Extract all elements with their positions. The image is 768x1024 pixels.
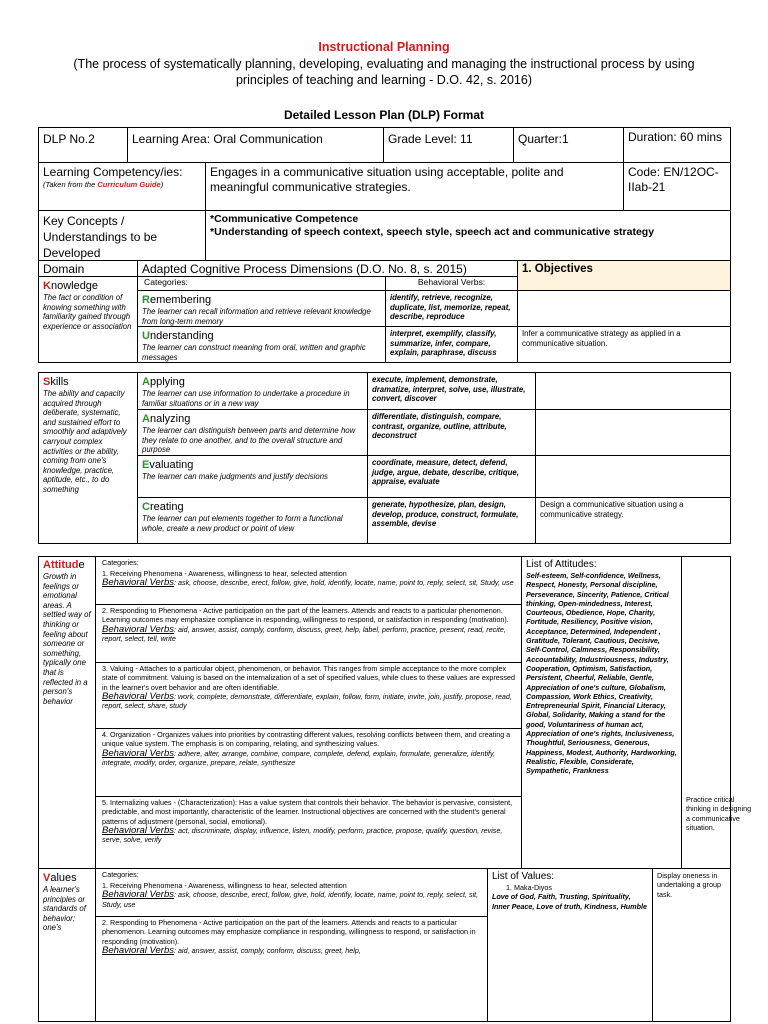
knowledge-domain: Knowledge The fact or condition of knowing something with familiarity gained through experience or association [39,276,137,362]
duration: Duration: 60 mins [623,128,730,162]
learning-area: Learning Area: Oral Communication [127,128,383,162]
values-categories: Categories: 1. Receiving Phenomena - Awareness, willingness to hear, selected attention Behavioral Verbs: ask, choose, describe, erect, follow, give, hold, identify, locate, name, point to, reply, select, sit, Study, use 2. Responding to Phenomena - Active participation on the part of the learners. Attends and reacts to a particular phenomenon. Learning outcomes may emphasize compliance in responding, willingness to respond, or satisfaction in responding (motivation). Behavioral Verbs: aid, answer, assist, comply, conform, discuss, greet, help, [95,868,487,1021]
understanding-cell: Understanding The learner can construct meaning from oral, written and graphic messages [137,326,385,362]
key-concepts-content [205,210,730,260]
skills-table [38,372,731,544]
values-desc: A learner's principles or standards of behavior; one's [43,885,86,933]
evaluating-objective [535,455,730,497]
key-concept-1: *Communicative Competence [210,213,359,225]
remembering-verbs: identify, retrieve, recognize, duplicate, list, memorize, repeat, describe, reproduce [385,290,517,326]
attitude-objective-col [681,557,752,868]
key-concepts-label: Key Concepts / Understandings to be Developed [39,210,205,260]
applying-verbs: execute, implement, demonstrate, dramatize, interpret, solve, use, illustrate, convert, discover [367,373,535,409]
competency-note: (Taken from the Curriculum Guide) [43,180,164,189]
understanding-objective: Infer a communicative strategy as applied in a communicative situation. [517,326,730,362]
key-concept-2: *Understanding of speech context, speech style, speech act and communicative strategy [210,226,655,238]
attitude-cat-4: 4. Organization - Organizes values into priorities by contrasting different values, resolving conflicts between them, and creating a unique value system. The emphasis is on comparing, relating, and synthesizing values. Behavioral Verbs: adhere, alter, arrange, combine, compare, complete, defend, explain, formulate, generalize, identify, integrate, modify, order, organize, prepare, relate, synthesize [96,728,522,796]
attitude-categories: Categories: 1. Receiving Phenomena - Awareness, willingness to hear, selected attention Behavioral Verbs: ask, choose, describe, erect, follow, give, hold, identify, locate, name, point to, reply, select, sit, Study, use 2. Responding to Phenomena - Active participation on the part of the learners. Attends and reacts to a particular phenomenon. Learning outcomes may emphasize compliance in responding, willingness to respond, or satisfaction in responding (motivation). Behavioral Verbs: aid, answer, assist, comply, conform, discuss, greet, help, label, perform, practice, present, read, recite, report, select, tell, write 3. Valuing - Attaches to a particular object, phenomenon, or behavior. This ranges from simple acceptance to the more complex state of commitment. Valuing is based on the internalization of a set of specified values, while clues to these values are expressed in the learner's overt behavior and are often identifiable. Behavioral Verbs: work, complete, demonstrate, differentiate, explain, follow, form, initiate, invite, join, justify, propose, read, report, select, share, study 4. Organization - Organizes values into priorities by contrasting different values, resolving conflicts between them, and creating a unique value system. The emphasis is on comparing, relating, and synthesizing values. Behavioral Verbs: adhere, alter, arrange, combine, compare, complete, defend, explain, formulate, generalize, identify, integrate, modify, order, organize, prepare, relate, synthesize 5. Internalizing values - (Characterization): Has a value system that controls their behavior. The behavior is pervasive, consistent, predictable, and most importantly, characteristic of the learner. Instructional objectives are concerned with the student's general patterns of adjustment (personal, social, emotional). Behavioral Verbs: act, discriminate, display, influence, listen, modify, perform, practice, propose, qualify, question, revise, serve, solve, verify [95,557,521,868]
competency-text: Engages in a communicative situation using acceptable, polite and meaningful communicative strategies. [205,162,623,210]
lesson-plan-table [38,127,731,363]
attitude-values-table [38,556,752,1022]
values-cat-1: 1. Receiving Phenomena - Awareness, willingness to hear, selected attention Behavioral Verbs: ask, choose, describe, erect, follow, give, hold, identify, locate, name, point to, reply, select, sit, Study, use [102,881,479,909]
dlp-number: DLP No.2 [43,132,95,146]
values-domain: Values A learner's principles or standards of behavior; one's [39,868,95,1021]
grade-level: Grade Level: 11 [383,128,513,162]
analyzing-objective [535,409,730,455]
attitude-cat-1: 1. Receiving Phenomena - Awareness, willingness to hear, selected attention Behavioral Verbs: ask, choose, describe, erect, follow, give, hold, identify, locate, name, point to, reply, select, sit, Study, use [102,569,514,589]
evaluating-verbs: coordinate, measure, detect, defend, judge, argue, debate, describe, critique, appraise, evaluate [367,455,535,497]
values-list: List of Values: 1. Maka-Diyos Love of God, Faith, Trusting, Spirituality, Inner Peace, Love of truth, Kindness, Humble [487,868,652,1021]
creating-verbs: generate, hypothesize, plan, design, develop, produce, construct, formulate, assemble, devise [367,497,535,543]
curriculum-guide-link: Curriculum Guide [97,180,161,189]
applying-cell: Applying The learner can use information to undertake a procedure in familiar situations or in a new way [137,373,367,409]
remembering-cell: Remembering The learner can recall information and retrieve relevant knowledge from long-term memory [137,290,385,326]
competency-label: Learning Competency/ies: [43,165,183,179]
understanding-verbs: interpret, exemplify, classify, summarize, infer, compare, explain, paraphrase, discuss [385,326,517,362]
page-subtitle: (The process of systematically planning, developing, evaluating and managing the instructional process by using principles of teaching and learning - D.O. 42, s. 2016) [73,57,695,87]
page-title: Instructional Planning [318,40,450,54]
attitude-cat-5: 5. Internalizing values - (Characterization): Has a value system that controls their behavior. The behavior is pervasive, consistent, predictable, and most importantly, characteristic of the learner. Instructional objectives are concerned with the student's general patterns of adjustment (personal, social, emotional). Behavioral Verbs: act, discriminate, display, influence, listen, modify, perform, practice, propose, qualify, question, revise, serve, solve, verify [96,796,522,868]
categories-header: Categories: [137,276,385,290]
attitude-objective: Practice critical thinking in designing a communicative situation. [686,795,752,832]
analyzing-verbs: differentiate, distinguish, compare, contrast, organize, outline, attribute, deconstruct [367,409,535,455]
attitude-cat-2: 2. Responding to Phenomena - Active participation on the part of the learners. Attends and reacts to a particular phenomenon. Learning outcomes may emphasize compliance in responding, willingness to respond, or satisfaction in responding (motivation). Behavioral Verbs: aid, answer, assist, comply, conform, discuss, greet, help, label, perform, practice, present, read, recite, report, select, tell, write [96,604,522,662]
adapted-dimensions-header: Adapted Cognitive Process Dimensions (D.O. No. 8, s. 2015) [137,260,517,276]
competency-label-cell [39,162,205,210]
creating-objective: Design a communicative situation using a communicative strategy. [535,497,730,543]
competency-code: Code: EN/12OC-IIab-21 [623,162,730,210]
behavioral-verbs-header: Behavioral Verbs: [385,276,517,290]
analyzing-cell: Analyzing The learner can distinguish between parts and determine how they relate to one another, and to the overall structure and purpose [137,409,367,455]
values-cat-2: 2. Responding to Phenomena - Active participation on the part of the learners. Attends and reacts to a particular phenomenon. Learning outcomes may emphasize compliance in responding, willingness to respond, or satisfaction in responding (motivation). Behavioral Verbs: aid, answer, assist, comply, conform, discuss, greet, help, [96,916,488,1022]
format-title: Detailed Lesson Plan (DLP) Format [283,108,485,122]
quarter: Quarter:1 [513,128,623,162]
domain-header: Domain [39,260,137,276]
attitude-desc: Growth in feelings or emotional areas. A settled way of thinking or feeling about someone or something, typically one that is reflected in a person's behavior [43,572,91,706]
objectives-header: 1. Objectives [517,260,730,290]
skills-domain: Skills The ability and capacity acquired through deliberate, systematic, and sustained effort to smoothly and adaptively carryout complex activities or the ability, coming from one's knowledge, practice, aptitude, etc., to do something [39,373,137,543]
applying-objective [535,373,730,409]
skills-desc: The ability and capacity acquired through deliberate, systematic, and sustained effort to smoothly and adaptively carryout complex activities or the ability, coming from one's knowledge, practice, aptitude, etc., to do something [43,389,127,494]
evaluating-cell: Evaluating The learner can make judgments and justify decisions [137,455,367,497]
attitudes-list: List of Attitudes: Self-esteem, Self-confidence, Wellness, Respect, Honesty, Personal discipline, Perseverance, Sincerity, Patience, Critical thinking, Open-mindedness, Interest, Courteous, Obedience, Hope, Charity, Fortitude, Resiliency, Positive vision, Acceptance, Determined, Independent , Gratitude, Tolerant, Cautious, Decisive, Self-Control, Calmness, Responsibility, Accountability, Industriousness, Industry, Cooperation, Optimism, Satisfaction, Persistent, Cheerful, Reliable, Gentle, Appreciation of one's culture, Globalism, Compassion, Work Ethics, Creativity, Entrepreneurial Spirit, Financial Literacy, Global, Solidarity, Making a stand for the good, Voluntariness of human act, Appreciation of one's rights, Inclusiveness, Thoughtful, Seriousness, Generous, Happiness, Modest, Authority, Hardworking, Realistic, Flexible, Considerate, Sympathetic, Frankness [521,557,681,868]
knowledge-desc: The fact or condition of knowing something with familiarity gained through experience or association [43,293,132,331]
attitude-cat-3: 3. Valuing - Attaches to a particular object, phenomenon, or behavior. This ranges from simple acceptance to the more complex state of commitment. Valuing is based on the internalization of a set of specified values, while clues to these values are expressed in the learner's overt behavior and are often identifiable. Behavioral Verbs: work, complete, demonstrate, differentiate, explain, follow, form, initiate, invite, join, justify, propose, read, report, select, share, study [96,662,522,728]
attitude-domain: Attitude Growth in feelings or emotional areas. A settled way of thinking or feeling about someone or something, typically one that is reflected in a person's behavior [43,559,91,706]
values-objective: Display oneness in undertaking a group task. [652,868,730,1021]
creating-cell: Creating The learner can put elements together to form a functional whole, create a new product or point of view [137,497,367,543]
knowledge-initial: K [43,280,51,292]
remembering-objective [517,290,730,326]
